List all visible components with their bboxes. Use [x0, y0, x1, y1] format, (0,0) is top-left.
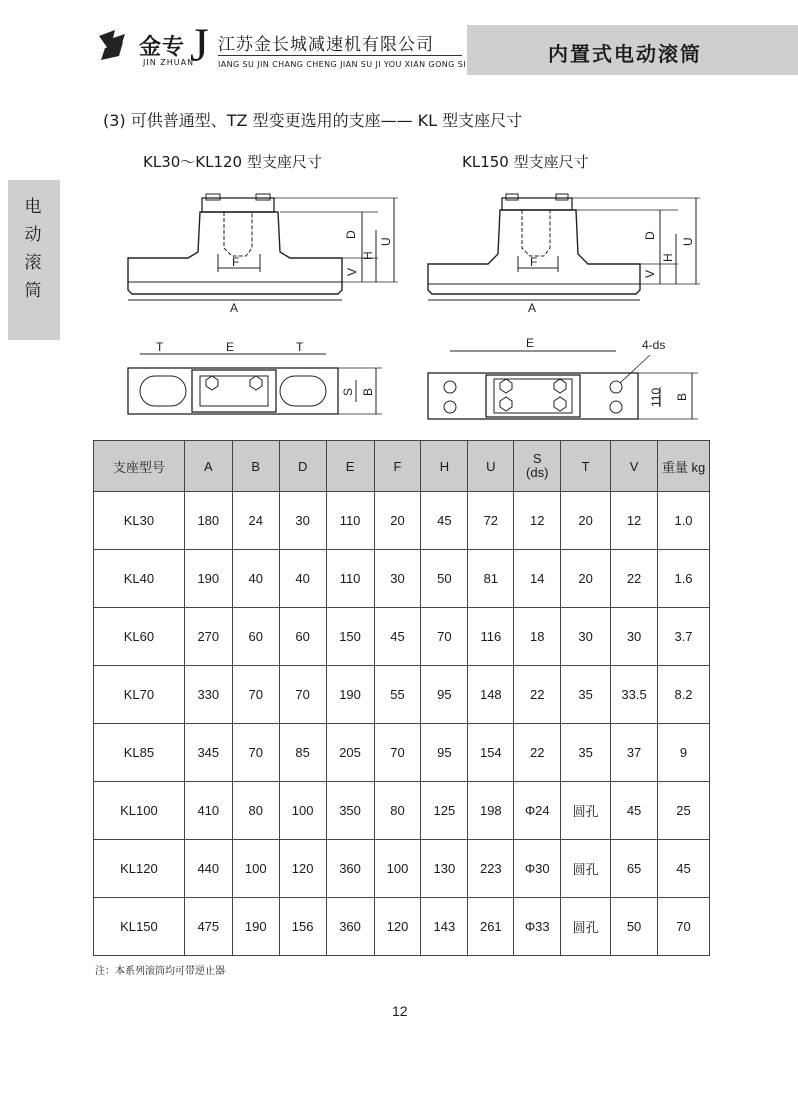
value-cell: 345 — [184, 724, 232, 782]
value-cell: 30 — [279, 492, 326, 550]
value-cell: 圆孔 — [561, 782, 611, 840]
col-header-f: F — [374, 441, 421, 492]
value-cell: 20 — [374, 492, 421, 550]
value-cell: 72 — [468, 492, 514, 550]
value-cell: 190 — [184, 550, 232, 608]
table-row — [94, 840, 710, 898]
brand-name-en: JIN ZHUAN — [143, 58, 195, 67]
value-cell: 100 — [232, 840, 279, 898]
value-cell: 8.2 — [658, 666, 710, 724]
model-cell: KL40 — [94, 550, 185, 608]
value-cell: 80 — [232, 782, 279, 840]
value-cell: 223 — [468, 840, 514, 898]
dim-label-e: E — [226, 340, 235, 354]
dim-label-a-kl150: A — [528, 301, 537, 315]
value-cell: 30 — [611, 608, 658, 666]
table-header-row — [94, 441, 710, 492]
dim-label-h: H — [361, 251, 375, 260]
section-title: 内置式电动滚筒 — [548, 42, 702, 66]
value-cell: 70 — [658, 898, 710, 956]
value-cell: 100 — [279, 782, 326, 840]
value-cell: Φ24 — [514, 782, 561, 840]
model-cell: KL150 — [94, 898, 185, 956]
footnote: 注：本系列滚筒均可带逆止器 — [95, 966, 225, 977]
model-cell: KL60 — [94, 608, 185, 666]
dim-label-110: 110 — [649, 387, 663, 407]
value-cell: 1.0 — [658, 492, 710, 550]
value-cell: 14 — [514, 550, 561, 608]
value-cell: 9 — [658, 724, 710, 782]
value-cell: 350 — [326, 782, 374, 840]
value-cell: 圆孔 — [561, 840, 611, 898]
model-cell: KL85 — [94, 724, 185, 782]
dim-label-h-kl150: H — [661, 253, 675, 262]
col-header-a: A — [184, 441, 232, 492]
dim-label-s: S — [341, 387, 355, 396]
value-cell: 1.6 — [658, 550, 710, 608]
col-header-e: E — [326, 441, 374, 492]
col-header-s: S (ds) — [514, 441, 561, 492]
table-row — [94, 724, 710, 782]
value-cell: 22 — [514, 724, 561, 782]
dim-label-u: U — [379, 237, 393, 246]
drawing-kl30-top-view — [120, 340, 390, 430]
value-cell: 45 — [374, 608, 421, 666]
company-name: 江苏金长城减速机有限公司 — [218, 35, 434, 55]
page-number: 12 — [392, 1003, 408, 1019]
value-cell: 261 — [468, 898, 514, 956]
company-name-en: IANG SU JIN CHANG CHENG JIAN SU JI YOU XIAN GONG SI — [218, 60, 466, 69]
value-cell: 70 — [421, 608, 468, 666]
value-cell: 330 — [184, 666, 232, 724]
model-cell: KL30 — [94, 492, 185, 550]
value-cell: 120 — [374, 898, 421, 956]
value-cell: 35 — [561, 666, 611, 724]
company-logo — [95, 28, 205, 72]
dim-label-t-left: T — [156, 340, 164, 354]
table-row — [94, 492, 710, 550]
value-cell: 130 — [421, 840, 468, 898]
dim-label-b: B — [361, 387, 375, 396]
value-cell: 60 — [232, 608, 279, 666]
value-cell: 45 — [421, 492, 468, 550]
col-header-weight: 重量 kg — [658, 441, 710, 492]
table-row — [94, 666, 710, 724]
value-cell: 110 — [326, 492, 374, 550]
value-cell: 45 — [611, 782, 658, 840]
value-cell: 410 — [184, 782, 232, 840]
table-row — [94, 608, 710, 666]
value-cell: 180 — [184, 492, 232, 550]
value-cell: 110 — [326, 550, 374, 608]
value-cell: 100 — [374, 840, 421, 898]
value-cell: 198 — [468, 782, 514, 840]
dim-label-d-kl150: D — [643, 231, 657, 240]
value-cell: 圆孔 — [561, 898, 611, 956]
dim-label-v: V — [345, 267, 359, 276]
model-cell: KL100 — [94, 782, 185, 840]
value-cell: 24 — [232, 492, 279, 550]
value-cell: 12 — [611, 492, 658, 550]
caption-kl150: KL150 型支座尺寸 — [462, 153, 589, 171]
dim-label-v-kl150: V — [643, 269, 657, 278]
dim-label-b-kl150: B — [675, 392, 689, 401]
value-cell: 22 — [611, 550, 658, 608]
value-cell: 40 — [232, 550, 279, 608]
value-cell: 120 — [279, 840, 326, 898]
value-cell: 205 — [326, 724, 374, 782]
table-row — [94, 550, 710, 608]
value-cell: 40 — [279, 550, 326, 608]
value-cell: 30 — [374, 550, 421, 608]
value-cell: 156 — [279, 898, 326, 956]
value-cell: 55 — [374, 666, 421, 724]
model-cell: KL70 — [94, 666, 185, 724]
value-cell: 190 — [232, 898, 279, 956]
model-cell: KL120 — [94, 840, 185, 898]
dim-label-f: F — [232, 255, 240, 269]
kl-support-dimension-table — [93, 440, 710, 956]
side-tab-label: 电动滚筒 — [24, 197, 42, 301]
col-header-model: 支座型号 — [94, 441, 185, 492]
col-header-v: V — [611, 441, 658, 492]
value-cell: 33.5 — [611, 666, 658, 724]
page-header — [0, 0, 798, 90]
section-subtitle: (3) 可供普通型、TZ 型变更选用的支座—— KL 型支座尺寸 — [103, 111, 523, 130]
caption-kl30-kl120: KL30～KL120 型支座尺寸 — [143, 153, 322, 171]
dim-label-e-kl150: E — [526, 336, 535, 350]
drawing-kl150-top-view — [420, 335, 710, 430]
value-cell: 360 — [326, 898, 374, 956]
col-header-h: H — [421, 441, 468, 492]
value-cell: 190 — [326, 666, 374, 724]
value-cell: 25 — [658, 782, 710, 840]
value-cell: 70 — [232, 666, 279, 724]
dim-label-a: A — [230, 301, 239, 315]
value-cell: 148 — [468, 666, 514, 724]
value-cell: 70 — [279, 666, 326, 724]
value-cell: 20 — [561, 550, 611, 608]
value-cell: 50 — [421, 550, 468, 608]
value-cell: 22 — [514, 666, 561, 724]
value-cell: 65 — [611, 840, 658, 898]
value-cell: 60 — [279, 608, 326, 666]
company-initial: J — [190, 19, 209, 72]
value-cell: 270 — [184, 608, 232, 666]
value-cell: 440 — [184, 840, 232, 898]
value-cell: Φ33 — [514, 898, 561, 956]
value-cell: 125 — [421, 782, 468, 840]
table-row — [94, 782, 710, 840]
value-cell: 18 — [514, 608, 561, 666]
value-cell: 37 — [611, 724, 658, 782]
value-cell: 116 — [468, 608, 514, 666]
value-cell: 70 — [232, 724, 279, 782]
col-header-u: U — [468, 441, 514, 492]
value-cell: 80 — [374, 782, 421, 840]
value-cell: 30 — [561, 608, 611, 666]
table-row — [94, 898, 710, 956]
dim-label-d: D — [344, 230, 358, 239]
dim-label-f-kl150: F — [530, 255, 538, 269]
brand-name: 金专 — [139, 35, 186, 60]
value-cell: 154 — [468, 724, 514, 782]
value-cell: 70 — [374, 724, 421, 782]
value-cell: 95 — [421, 724, 468, 782]
value-cell: 45 — [658, 840, 710, 898]
value-cell: 81 — [468, 550, 514, 608]
value-cell: Φ30 — [514, 840, 561, 898]
value-cell: 12 — [514, 492, 561, 550]
value-cell: 3.7 — [658, 608, 710, 666]
dim-label-t-right: T — [296, 340, 304, 354]
header-divider — [218, 55, 462, 56]
col-header-t: T — [561, 441, 611, 492]
value-cell: 360 — [326, 840, 374, 898]
drawing-kl150-side-view — [420, 190, 720, 315]
col-header-b: B — [232, 441, 279, 492]
drawing-kl30-side-view — [120, 190, 420, 315]
value-cell: 50 — [611, 898, 658, 956]
dim-label-u-kl150: U — [681, 237, 695, 246]
value-cell: 475 — [184, 898, 232, 956]
col-header-d: D — [279, 441, 326, 492]
value-cell: 35 — [561, 724, 611, 782]
value-cell: 20 — [561, 492, 611, 550]
value-cell: 150 — [326, 608, 374, 666]
value-cell: 143 — [421, 898, 468, 956]
value-cell: 85 — [279, 724, 326, 782]
logo-mark-icon — [95, 28, 139, 62]
dim-label-ds: 4-ds — [642, 338, 666, 352]
value-cell: 95 — [421, 666, 468, 724]
